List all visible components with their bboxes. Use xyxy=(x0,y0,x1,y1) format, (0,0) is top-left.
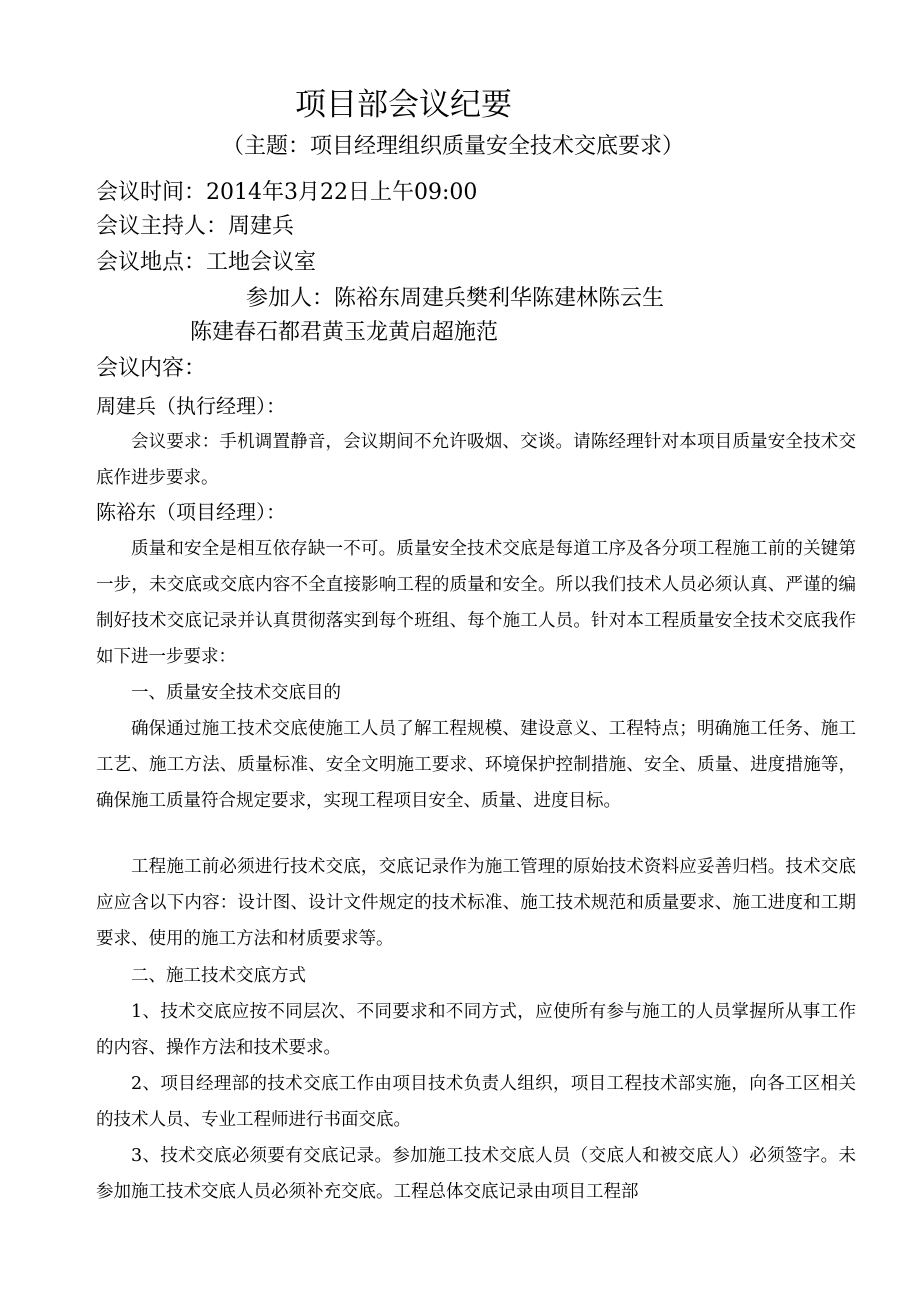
location-label: 会议地点： xyxy=(96,250,207,275)
paragraph-6: 3、技术交底必须要有交底记录。参加施工技术交底人员（交底人和被交底人）必须签字。未参加施工技术交底人员必须补充交底。工程总体交底记录由项目工程部 xyxy=(96,1146,856,1202)
attendees-line-2: 陈建春石都君黄玉龙黄启超施范 xyxy=(190,320,499,345)
document-title: 项目部会议纪要 xyxy=(295,87,512,123)
location-row xyxy=(96,252,316,274)
attendees-line-1: 陈裕东周建兵樊利华陈建林陈云生 xyxy=(334,286,665,311)
section-heading-2: 二、施工技术交底方式 xyxy=(131,966,306,986)
speaker-2: 陈裕东（项目经理）： xyxy=(96,500,286,524)
speaker-1-text: 会议要求：手机调置静音，会议期间不允许吸烟、交谈。请陈经理针对本项目质量安全技术交底作进步要求。 xyxy=(96,432,856,488)
paragraph-2: 确保通过施工技术交底使施工人员了解工程规模、建设意义、工程特点；明确施工任务、施工工艺、施工方法、质量标准、安全文明施工要求、环境保护控制措施、安全、质量、进度措施等，确保施工质量符合规定要求，实现工程项目安全、质量、进度目标。 xyxy=(96,719,856,811)
speaker-1: 周建兵（执行经理）： xyxy=(96,394,286,418)
section-heading-1: 一、质量安全技术交底目的 xyxy=(131,683,341,703)
paragraph-4: 1、技术交底应按不同层次、不同要求和不同方式，应使所有参与施工的人员掌握所从事工作的内容、操作方法和技术要求。 xyxy=(96,1002,856,1058)
paragraph-1: 质量和安全是相互依存缺一不可。质量安全技术交底是每道工序及各分项工程施工前的关键第一步，未交底或交底内容不全直接影响工程的质量和安全。所以我们技术人员必须认真、严谨的编制好技术交底记录并认真贯彻落实到每个班组、每个施工人员。针对本工程质量安全技术交底我作如下进一步要求： xyxy=(96,539,856,667)
attendees-row xyxy=(246,288,664,310)
content-label: 会议内容： xyxy=(96,356,207,381)
host-row xyxy=(96,216,294,238)
document-subtitle: （主题：项目经理组织质量安全技术交底要求） xyxy=(222,134,685,159)
meeting-time-label: 会议时间： xyxy=(96,180,207,205)
meeting-time-value: 2014年3月22日上午09:00 xyxy=(206,180,478,205)
meeting-time-row xyxy=(96,182,477,204)
paragraph-3: 工程施工前必须进行技术交底，交底记录作为施工管理的原始技术资料应妥善归档。技术交底应应含以下内容：设计图、设计文件规定的技术标准、施工技术规范和质量要求、施工进度和工期要求、使用的施工方法和材质要求等。 xyxy=(96,857,856,949)
location-value: 工地会议室 xyxy=(206,250,317,275)
attendees-label: 参加人： xyxy=(246,286,335,311)
host-label: 会议主持人： xyxy=(96,214,229,239)
host-value: 周建兵 xyxy=(228,214,295,239)
paragraph-5: 2、项目经理部的技术交底工作由项目技术负责人组织，项目工程技术部实施，向各工区相关的技术人员、专业工程师进行书面交底。 xyxy=(96,1074,856,1130)
